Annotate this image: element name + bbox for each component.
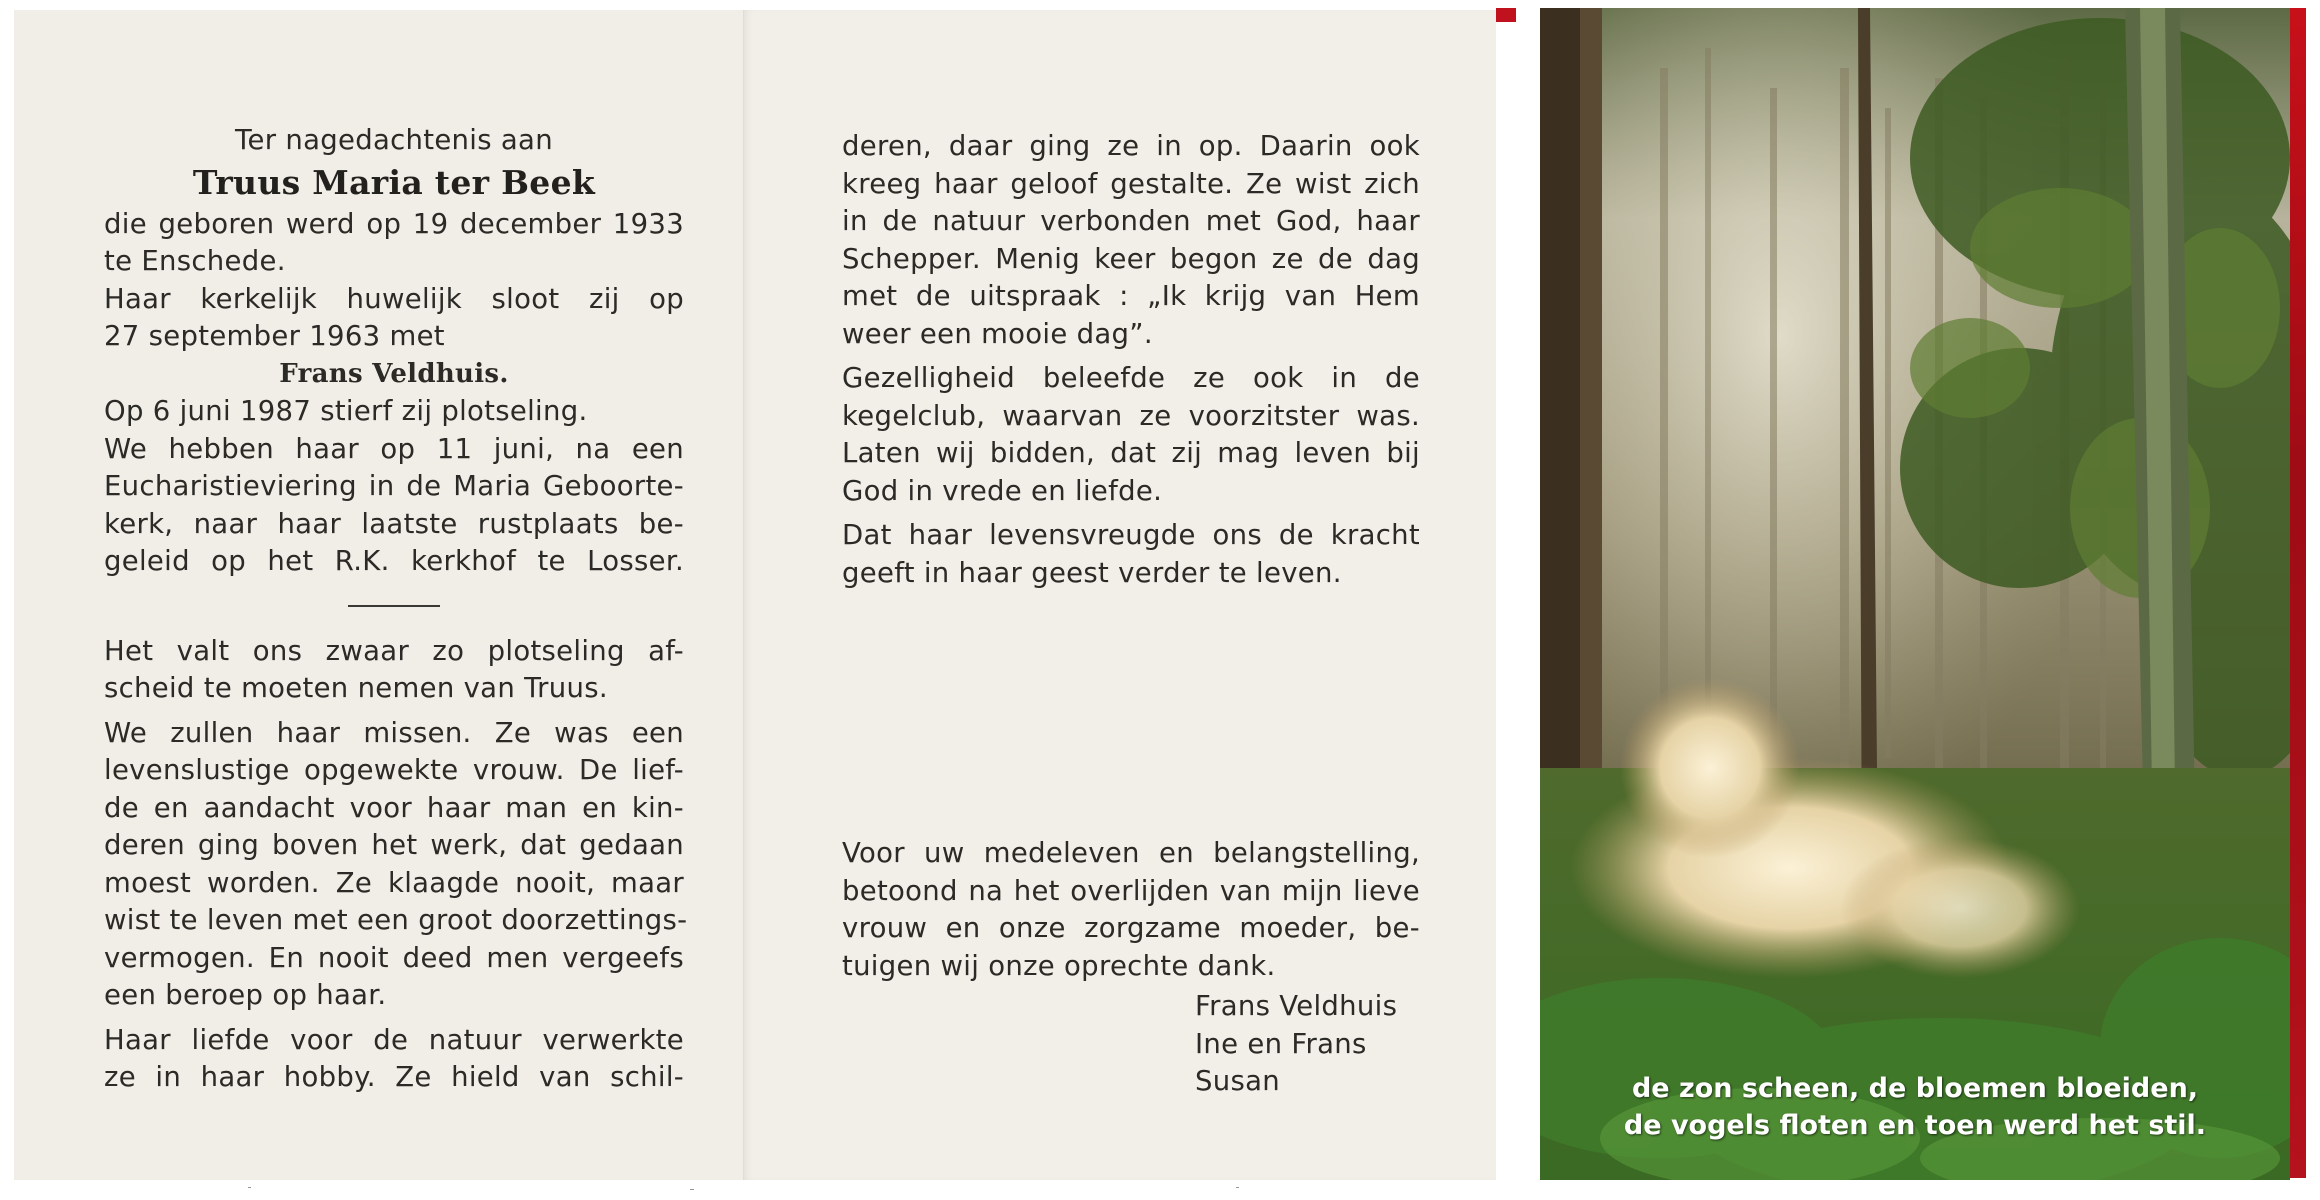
text-line: kerk, naar haar laatste rustplaats be- bbox=[104, 507, 684, 540]
scan-speck bbox=[1236, 1187, 1239, 1188]
text-line: deren, daar ging ze in op. Daarin ook bbox=[842, 130, 1420, 162]
text-line: Het valt ons zwaar zo plotseling af- bbox=[104, 634, 684, 667]
divider-rule bbox=[348, 605, 440, 607]
spouse-name: Frans Veldhuis. bbox=[279, 358, 509, 389]
text-line: betoond na het overlijden van mijn lieve bbox=[842, 874, 1420, 907]
text-line: Haar kerkelijk huwelijk sloot zij op bbox=[104, 282, 684, 315]
text-line: vrouw en onze zorgzame moeder, be- bbox=[842, 912, 1420, 944]
text-line: levenslustige opgewekte vrouw. De lief- bbox=[104, 754, 684, 786]
deceased-name: Truus Maria ter Beek bbox=[192, 162, 596, 202]
text-line: die geboren werd op 19 december 1933 bbox=[104, 207, 684, 240]
text-line: geleid op het R.K. kerkhof te Losser. bbox=[104, 545, 684, 577]
text-line: moest worden. Ze klaagde nooit, maar bbox=[104, 866, 684, 899]
text-line: 27 september 1963 met bbox=[104, 320, 445, 352]
text-line: de en aandacht voor haar man en kin- bbox=[104, 791, 684, 824]
text-line: Voor uw medeleven en belangstelling, bbox=[842, 837, 1420, 869]
text-line: te Enschede. bbox=[104, 245, 286, 277]
text-line: kegelclub, waarvan ze voorzitster was. bbox=[842, 399, 1420, 432]
text-line: Schepper. Menig keer begon ze de dag bbox=[842, 242, 1420, 275]
text-line: een beroep op haar. bbox=[104, 979, 387, 1011]
text-line: Eucharistieviering in de Maria Geboorte- bbox=[104, 470, 684, 502]
signature-line: Ine en Frans bbox=[1195, 1027, 1367, 1060]
left-text-block bbox=[104, 122, 688, 1097]
caption-line: de zon scheen, de bloemen bloeiden, bbox=[1631, 1073, 2199, 1104]
text-line: ze in haar hobby. Ze hield van schil- bbox=[104, 1061, 684, 1093]
text-line: vermogen. En nooit deed men vergeefs bbox=[104, 941, 684, 974]
scan-speck bbox=[248, 1187, 251, 1188]
text-line: Gezelligheid beleefde ze ook in de bbox=[842, 362, 1420, 394]
text-line: tuigen wij onze oprechte dank. bbox=[842, 949, 1276, 982]
signature-line: Susan bbox=[1195, 1065, 1280, 1097]
text-line: deren ging boven het werk, dat gedaan bbox=[104, 829, 684, 861]
middle-text-block bbox=[842, 128, 1420, 592]
text-line: Laten wij bidden, dat zij mag leven bij bbox=[842, 437, 1420, 469]
forest-photo bbox=[1540, 8, 2290, 1180]
signature-line: Frans Veldhuis bbox=[1195, 990, 1398, 1022]
caption-line: de vogels floten en toen werd het stil. bbox=[1623, 1110, 2207, 1141]
text-line: kreeg haar geloof gestalte. Ze wist zich bbox=[842, 167, 1420, 200]
text-line: We hebben haar op 11 juni, na een bbox=[104, 432, 684, 465]
photo-caption bbox=[1540, 1070, 2290, 1144]
scan-speck bbox=[690, 1189, 694, 1190]
text-line: Dat haar levensvreugde ons de kracht bbox=[842, 519, 1420, 551]
text-line: wist te leven met een groot doorzettings- bbox=[104, 904, 688, 936]
signature-block bbox=[1195, 988, 1455, 1101]
intro-line: Ter nagedachtenis aan bbox=[235, 124, 553, 156]
forest-photo-panel bbox=[1540, 8, 2290, 1180]
text-line: in de natuur verbonden met God, haar bbox=[842, 205, 1420, 237]
text-line: Haar liefde voor de natuur verwerkte bbox=[104, 1023, 684, 1056]
text-line: weer een mooie dag”. bbox=[842, 317, 1153, 350]
card-red-edge-right bbox=[2290, 8, 2306, 1178]
text-line: God in vrede en liefde. bbox=[842, 474, 1163, 507]
text-line: scheid te moeten nemen van Truus. bbox=[104, 672, 608, 704]
thanks-text-block bbox=[842, 835, 1420, 985]
card-red-edge-top bbox=[1496, 8, 1516, 22]
text-line: geeft in haar geest verder te leven. bbox=[842, 556, 1342, 589]
text-line: met de uitspraak : „Ik krijg van Hem bbox=[842, 280, 1420, 312]
text-line: We zullen haar missen. Ze was een bbox=[104, 716, 684, 749]
text-line: Op 6 juni 1987 stierf zij plotseling. bbox=[104, 395, 588, 427]
